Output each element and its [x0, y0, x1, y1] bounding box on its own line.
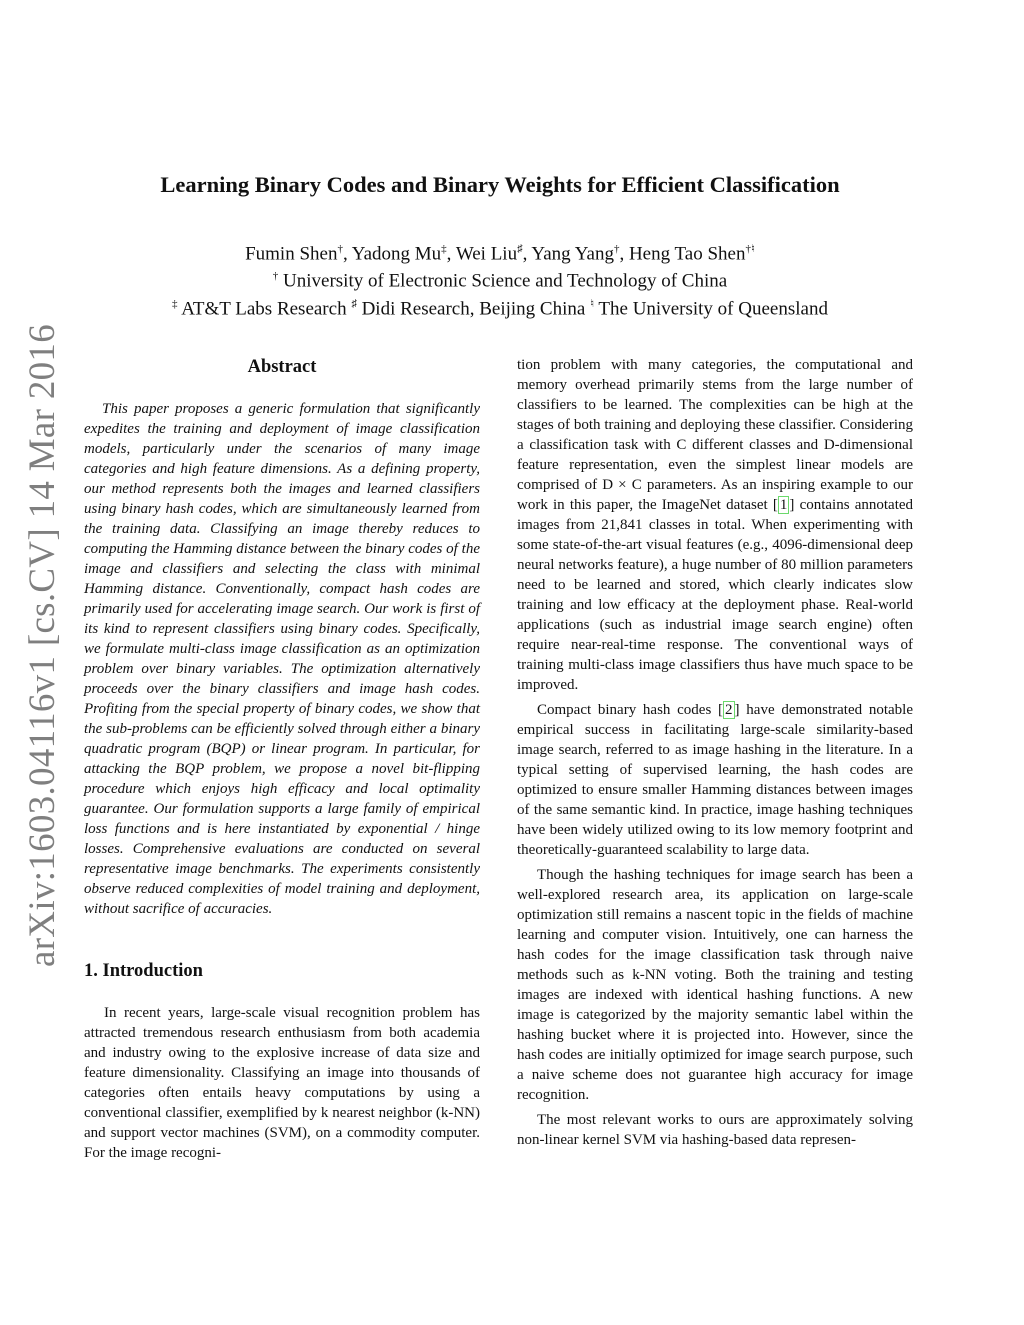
affiliation-mark: ♮ — [590, 297, 594, 310]
affiliation-name: University of Electronic Science and Technology of China — [283, 270, 728, 292]
left-column — [84, 355, 480, 1168]
abstract-heading: Abstract — [247, 357, 317, 377]
citation-link[interactable]: 2 — [725, 702, 733, 718]
affiliation-mark: †♮ — [745, 243, 755, 255]
author-name: Yang Yang — [531, 243, 614, 265]
intro-paragraph: tion problem with many categories, the computational and memory overhead primarily stems from the large number of classifiers to be learned. The complexities can be high at the stages of both training and deploying these classifier. Considering a classification task with C different classes and D-dimensional feature representation, even the simplest linear models are comprised of D × C parameters. As an inspiring example to our work in this paper, the ImageNet dataset [ 1 ] contains annotated images from 21,841 classes in total. When experimenting with some state-of-the-art visual features (e.g., 4096-dimensional deep neural networks feature), a huge number of 80 million parameters need to be learned and stored, which clearly indicates slow training and low efficacy at the deployment phase. Real-world applications (such as industrial image search engine) often require near-real-time response. The conventional ways of training multi-class image classifiers thus have much space to be improved. — [517, 357, 914, 693]
intro-paragraph: In recent years, large-scale visual recognition problem has attracted tremendous research enthusiasm from both academia and industry owing to the explosive increase of data size and feature dimensionality. Classifying an image into thousands of categories often entails heavy computations by using a conventional classifier, exemplified by k nearest neighbor (k-NN) and support vector machines (SVM), on a commodity computer. For the image recogni- — [84, 1005, 480, 1161]
arxiv-identifier-sidebar — [19, 323, 67, 967]
author-name: Fumin Shen — [245, 243, 338, 265]
affiliation-mark: ‡ — [441, 243, 447, 255]
intro-paragraph: Though the hashing techniques for image search has been a well-explored research area, its application on large-scale optimization still remains a nascent topic in the fields of machine learning and computer vision. Intuitively, one can harness the hash codes for the image classification task through naive methods such as k-NN voting. Both the training and testing images are indexed with identical hashing functions. A new image is categorized by the majority semantic label within the hashing bucket where it is projected into. However, since the hash codes are initially optimized for image search purpose, such a naive scheme does not guarantee high accuracy for image recognition. — [517, 867, 913, 1103]
affiliation-line — [0, 293, 1000, 320]
affiliation-mark: ♯ — [351, 297, 357, 310]
citation-link[interactable]: 1 — [779, 497, 788, 513]
abstract-body: This paper proposes a generic formulation that significantly expedites the training and deployment of image classification models, particularly under the scenarios of many image categories and high feature dimensions. As a defining property, our method represents both the images and learned classifiers using binary hash codes, which are simultaneously learned from the training data. Classifying an image thereby reduces to computing the Hamming distance between the binary codes of the image and classifiers and selecting the class with minimal Hamming distance. Conventionally, compact hash codes are primarily used for accelerating image search. Our work is first of its kind to represent classifiers using binary codes. Specifically, we formulate multi-class image classification as an optimization problem over binary variables. The optimization alternatively proceeds over the binary classifiers and image hash codes. Profiting from the special property of binary codes, we show that the sub-problems can be efficiently solved through either a binary quadratic program (BQP) or linear program. In particular, for attacking the BQP problem, we propose a novel bit-flipping procedure which enjoys high efficacy and local optimality guarantee. Our formulation supports a large family of empirical loss functions and is here instantiated by exponential / hinge losses. Comprehensive evaluations are conducted on several representative image benchmarks. The experiments consistently observe reduced complexities of model training and deployment, without sacrifice of accuracies. — [84, 401, 480, 917]
author-block — [0, 238, 1000, 320]
paragraph-text: tion problem with many categories, the computational and memory overhead primarily stems from the large number of classifiers to be learned. The complexities can be high at the stages of both training and deploying these classifier. Considering a classification task with C different classes and D-dimensional feature representation, even the simplest linear models are comprised of D × C parameters. As an inspiring example to our work in this paper, the ImageNet dataset — [517, 357, 913, 513]
arxiv-id-text: arXiv:1603.04116v1 [cs.CV] 14 Mar 2016 — [22, 323, 64, 967]
affiliation-name: Didi Research, Beijing China — [361, 297, 586, 319]
affiliation-line — [0, 265, 1000, 292]
affiliation-mark: ‡ — [172, 297, 178, 310]
paragraph-text: have demonstrated notable empirical success in facilitating large-scale similarity-based image search, referred to as image hashing in the literature. In a typical setting of supervised learning, the hash codes are optimized to ensure smaller Hamming distances between images of the same semantic kind. In practice, image hashing techniques have been widely utilized owing to its low memory footprint and theoretically-guaranteed scalability to large data. — [517, 702, 914, 858]
author-name: Yadong Mu — [351, 243, 442, 265]
affiliation-mark: † — [613, 243, 620, 255]
affiliation-mark: † — [337, 243, 343, 255]
paragraph-text: Compact binary hash codes — [537, 702, 712, 718]
paper-title: Learning Binary Codes and Binary Weights for Efficient Classification — [160, 172, 840, 197]
author-name: Heng Tao Shen — [628, 243, 746, 265]
paragraph-text: contains annotated images from 21,841 classes in total. When experimenting with some state-of-the-art visual features (e.g., 4096-dimensional deep neural networks feature), a huge number of 80 million parameters need to be learned and stored, which clearly indicates slow training and low efficacy at the deployment phase. Real-world applications (such as industrial image search engine) often require near-real-time response. The conventional ways of training multi-class image classifiers thus have much space to be improved. — [517, 497, 914, 693]
affiliation-name: AT&T Labs Research — [181, 297, 347, 319]
affiliation-mark: † — [272, 270, 279, 283]
affiliation-mark: ♯ — [517, 243, 523, 255]
introduction-heading: 1. Introduction — [84, 961, 203, 981]
author-name: Wei Liu — [455, 243, 518, 265]
intro-paragraph: Compact binary hash codes [ 2 ] have demonstrated notable empirical success in facilitating large-scale similarity-based image search, referred to as image hashing in the literature. In a typical setting of supervised learning, the hash codes are optimized to ensure smaller Hamming distances between images of the same semantic kind. In practice, image hashing techniques have been widely utilized owing to its low memory footprint and theoretically-guaranteed scalability to large data. — [517, 702, 914, 858]
right-column — [517, 355, 913, 1155]
intro-paragraph: The most relevant works to ours are approximately solving non-linear kernel SVM via hashing-based data represen- — [517, 1112, 913, 1148]
author-names-line: Fumin Shen†, Yadong Mu‡, Wei Liu♯, Yang Yang†, Heng Tao Shen†♮ — [245, 243, 755, 265]
affiliation-name: The University of Queensland — [598, 297, 828, 319]
